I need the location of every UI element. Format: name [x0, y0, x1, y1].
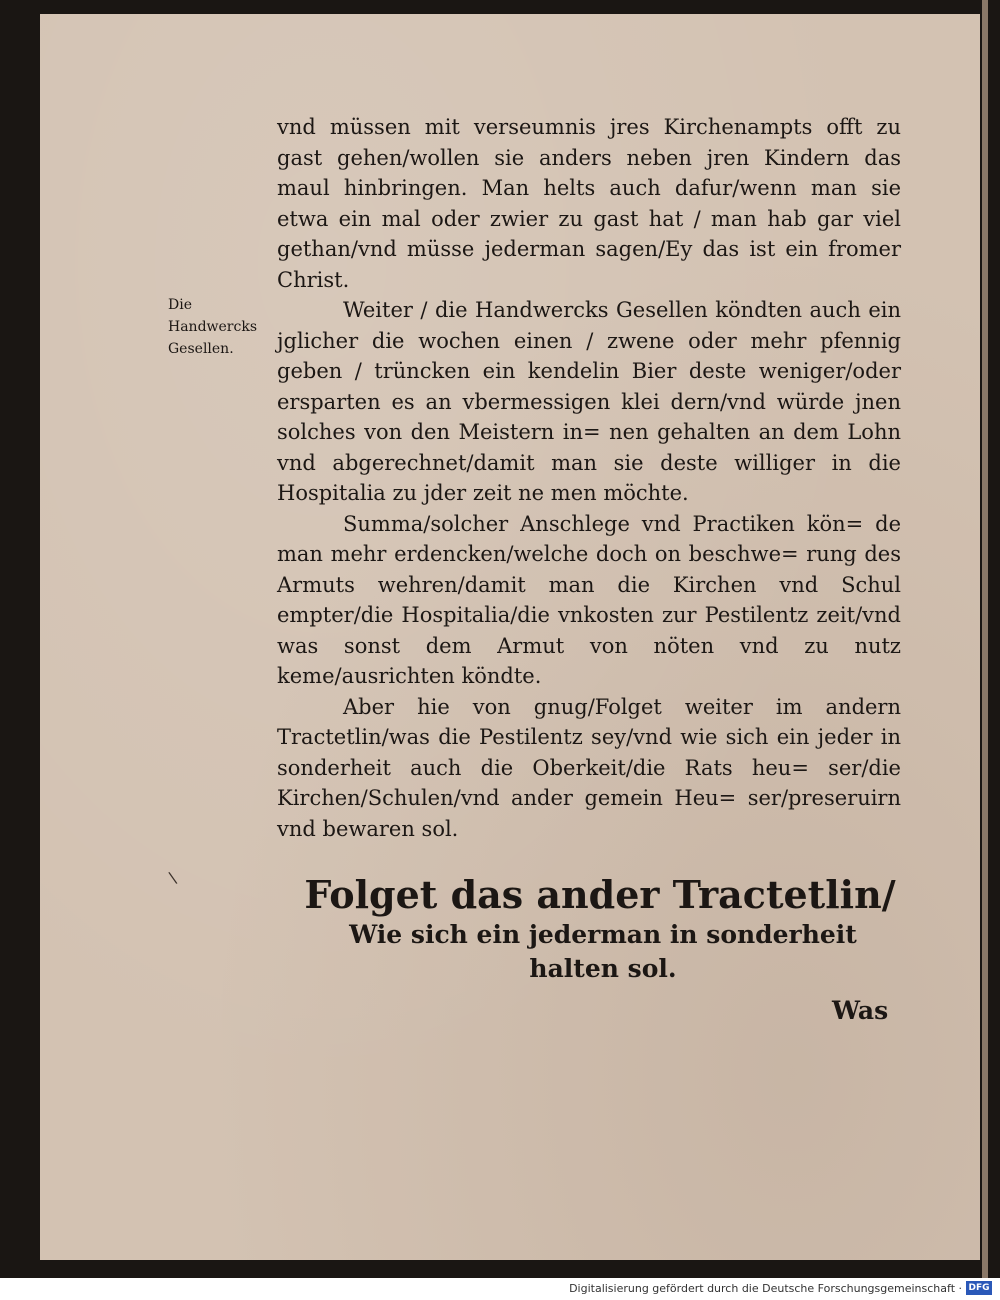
paragraph-1: vnd müssen mit verseumnis jres Kirchenampts offt zu gast gehen/wollen sie anders neben jren Kindern das maul hinbringen. Man helts auch dafur/wenn man sie etwa ein mal oder zwier zu gast hat / man hab gar viel gethan/vnd müsse jederman sagen/Ey das ist ein fromer Christ. [277, 115, 901, 292]
dfg-logo: DFG [966, 1281, 992, 1295]
section-heading [300, 872, 920, 986]
stray-mark: \ [167, 867, 179, 888]
heading-line-2: Wie sich ein jederman in sonderheit [349, 920, 857, 949]
body-text [277, 112, 901, 844]
paragraph-4: Aber hie von gnug/Folget weiter im andern Tractetlin/was die Pestilentz sey/vnd wie sich ein jeder in sonderheit auch die Oberkeit/die Rats heu= ser/die Kirchen/Schulen/vnd ander gemein Heu= ser/preseruirn vnd bewaren sol. [277, 694, 901, 841]
footer-bar [0, 1278, 1000, 1300]
paragraph-2: Weiter / die Handwercks Gesellen köndten auch ein jglicher die wochen einen / zwene oder mehr pfennig geben / trüncken ein kendelin Bier deste weniger/oder ersparten es an vbermessigen klei dern/vnd würde jnen solches von den Meistern in= nen gehalten an dem Lohn vnd abgerechnet/damit man sie deste williger in die Hospitalia zu jder zeit ne men möchte. [277, 298, 901, 505]
catchword: Was [832, 996, 889, 1025]
funding-credit: Digitalisierung gefördert durch die Deutsche Forschungsgemeinschaft · [569, 1282, 962, 1295]
page-edge [982, 0, 988, 1278]
heading-line-1: Folget das ander Tractetlin/ [304, 872, 896, 917]
margin-note: Die Handwercks Gesellen. [168, 297, 258, 357]
heading-line-3: halten sol. [529, 954, 677, 983]
paragraph-3: Summa/solcher Anschlege vnd Practiken kön= de man mehr erdencken/welche doch on beschwe= rung des Armuts wehren/damit man die Kirchen vnd Schul empter/die Hospitalia/die vnkosten zur Pestilentz zeit/vnd was sonst dem Armut von nöten vnd zu nutz keme/ausrichten köndte. [277, 511, 901, 688]
